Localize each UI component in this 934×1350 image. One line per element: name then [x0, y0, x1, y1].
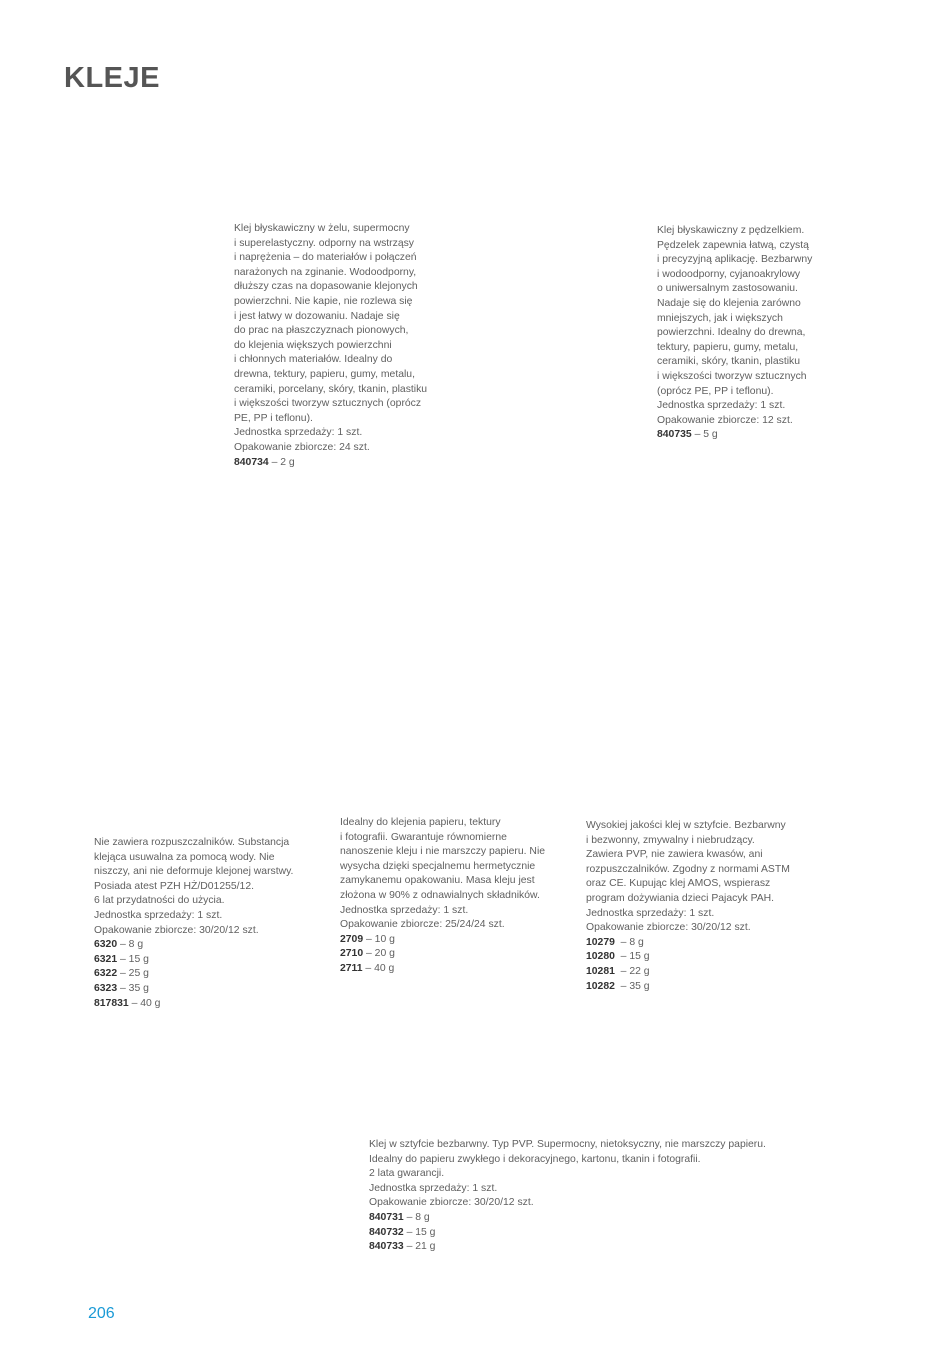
description-line: oraz CE. Kupując klej AMOS, wspierasz: [586, 878, 771, 890]
description-line: drewna, tektury, papieru, gumy, metalu,: [234, 368, 415, 380]
description-line: (oprócz PE, PP i teflonu).: [657, 385, 774, 397]
description-line: i większości tworzyw sztucznych: [657, 370, 807, 382]
product-code-row: [94, 953, 293, 968]
description-line: Nadaje się do klejenia zarówno: [657, 297, 801, 309]
description-line: Idealny do klejenia papieru, tektury: [340, 817, 501, 828]
product-code-row: [586, 965, 790, 980]
description-line: i chłonnych materiałów. Idealny do: [234, 354, 393, 366]
description-line: Opakowanie zbiorcze: 24 szt.: [234, 441, 370, 453]
description-line: złożona w 90% z odnawialnych składników.: [340, 889, 540, 901]
product-code-row: [657, 428, 812, 443]
description-line: 6 lat przydatności do użycia.: [94, 895, 225, 907]
product-code: 10279: [586, 936, 615, 948]
product-code: 10280: [586, 951, 615, 963]
product-size: – 8 g: [117, 939, 144, 951]
description-line: 2 lata gwarancji.: [369, 1168, 445, 1180]
product-size: – 35 g: [117, 982, 149, 994]
description-line: mniejszych, jak i większych: [657, 312, 783, 324]
product-code: 840733: [369, 1241, 404, 1253]
description-line: Wysokiej jakości klej w sztyfcie. Bezbarwny: [586, 820, 786, 831]
product-code-row: [340, 947, 545, 962]
product-code: 10281: [586, 965, 615, 977]
product-description-block: [340, 816, 545, 977]
product-code: 2709: [340, 933, 364, 945]
description-line: narażonych na zginanie. Wodoodporny,: [234, 266, 417, 278]
product-size: – 20 g: [363, 948, 395, 960]
description-line: i wodoodporny, cyjanoakrylowy: [657, 268, 801, 280]
product-size: – 2 g: [268, 456, 295, 468]
product-size: – 35 g: [614, 980, 650, 992]
product-code: 840734: [234, 456, 269, 468]
product-size: – 8 g: [614, 936, 644, 948]
product-code: 840735: [657, 429, 692, 441]
description-line: i bezwonny, zmywalny i niebrudzący.: [586, 834, 755, 846]
product-code: 817831: [94, 997, 129, 1009]
product-size: – 22 g: [614, 965, 650, 977]
product-description-block: [657, 224, 812, 443]
product-code: 6322: [94, 968, 118, 980]
product-code-row: [340, 962, 545, 977]
product-code-row: [94, 997, 293, 1012]
description-line: do klejenia większych powierzchni: [234, 339, 392, 351]
page-number: 206: [88, 1305, 115, 1322]
description-line: ceramiki, skóry, tkanin, plastiku: [657, 356, 801, 368]
page-title: KLEJE: [64, 62, 160, 94]
product-code: 2711: [340, 962, 363, 974]
product-description-block: [369, 1138, 766, 1255]
description-line: program dożywiania dzieci Pajacyk PAH.: [586, 892, 775, 904]
description-line: Posiada atest PZH HŻ/D01255/12.: [94, 880, 254, 892]
description-line: Klej błyskawiczny w żelu, supermocny: [234, 223, 410, 234]
description-line: i precyzyjną aplikację. Bezbarwny: [657, 254, 813, 266]
product-description-block: [234, 222, 427, 470]
product-size: – 15 g: [614, 951, 650, 963]
description-line: Opakowanie zbiorcze: 30/20/12 szt.: [369, 1197, 534, 1209]
product-size: – 21 g: [403, 1241, 436, 1253]
description-line: i jest łatwy w dozowaniu. Nadaje się: [234, 310, 400, 322]
description-line: powierzchni. Nie kapie, nie rozlewa się: [234, 295, 413, 307]
product-size: – 5 g: [691, 429, 718, 441]
product-code: 2710: [340, 948, 364, 960]
product-code-row: [234, 456, 427, 471]
description-line: Idealny do papieru zwykłego i dekoracyjnego, kartonu, tkanin i fotografii.: [369, 1153, 701, 1165]
product-code: 6320: [94, 939, 118, 951]
description-line: do prac na płaszczyznach pionowych,: [234, 325, 409, 337]
product-code-row: [369, 1211, 766, 1226]
description-line: Jednostka sprzedaży: 1 szt.: [340, 904, 469, 916]
product-size: – 8 g: [403, 1211, 430, 1223]
product-code-row: [94, 938, 293, 953]
description-line: Zawiera PVP, nie zawiera kwasów, ani: [586, 849, 763, 861]
product-code-row: [94, 967, 293, 982]
product-code-row: [340, 933, 545, 948]
product-code: 6321: [94, 953, 118, 965]
description-line: ceramiki, porcelany, skóry, tkanin, plastiku: [234, 383, 428, 395]
description-line: o uniwersalnym zastosowaniu.: [657, 283, 798, 295]
description-line: i naprężenia – do materiałów i połączeń: [234, 252, 417, 264]
description-line: tektury, papieru, gumy, metalu,: [657, 341, 799, 353]
description-line: wysycha dzięki specjalnemu hermetycznie: [340, 860, 536, 872]
product-code-row: [369, 1226, 766, 1241]
description-line: i fotografii. Gwarantuje równomierne: [340, 831, 507, 843]
description-line: Jednostka sprzedaży: 1 szt.: [586, 907, 715, 919]
description-line: PE, PP i teflonu).: [234, 412, 313, 424]
product-code-row: [586, 980, 790, 995]
description-line: Jednostka sprzedaży: 1 szt.: [94, 909, 223, 921]
product-code-row: [94, 982, 293, 997]
product-code: 840731: [369, 1211, 404, 1223]
description-line: Pędzelek zapewnia łatwą, czystą: [657, 239, 809, 251]
description-line: zamykanemu opakowaniu. Masa kleju jest: [340, 875, 535, 887]
description-line: Opakowanie zbiorcze: 30/20/12 szt.: [94, 924, 259, 936]
product-size: – 40 g: [128, 997, 161, 1009]
description-line: i superelastyczny. odporny na wstrząsy: [234, 237, 414, 249]
product-size: – 40 g: [362, 962, 395, 974]
description-line: Opakowanie zbiorcze: 25/24/24 szt.: [340, 919, 505, 931]
product-code-row: [369, 1240, 766, 1255]
product-code-row: [586, 950, 790, 965]
description-line: dłuższy czas na dopasowanie klejonych: [234, 281, 418, 293]
product-description-block: [94, 836, 293, 1011]
product-code: 6323: [94, 982, 118, 994]
product-size: – 10 g: [363, 933, 395, 945]
description-line: Jednostka sprzedaży: 1 szt.: [657, 400, 786, 412]
product-code: 840732: [369, 1226, 404, 1238]
description-line: Jednostka sprzedaży: 1 szt.: [369, 1182, 498, 1194]
description-line: Nie zawiera rozpuszczalników. Substancja: [94, 837, 290, 848]
description-line: nanoszenie kleju i nie marszczy papieru. Nie: [340, 846, 546, 858]
description-line: i większości tworzyw sztucznych (oprócz: [234, 398, 422, 410]
product-size: – 15 g: [403, 1226, 436, 1238]
description-line: Opakowanie zbiorcze: 30/20/12 szt.: [586, 922, 751, 934]
description-line: rozpuszczalników. Zgodny z normami ASTM: [586, 863, 790, 875]
product-size: – 25 g: [117, 968, 149, 980]
product-size: – 15 g: [117, 953, 149, 965]
description-line: Klej w sztyfcie bezbarwny. Typ PVP. Supermocny, nietoksyczny, nie marszczy papieru.: [369, 1139, 766, 1150]
description-line: Opakowanie zbiorcze: 12 szt.: [657, 414, 793, 426]
description-line: niszczy, ani nie deformuje klejonej warstwy.: [94, 866, 294, 878]
product-code: 10282: [586, 980, 615, 992]
product-description-block: [586, 819, 790, 994]
description-line: klejąca usuwalna za pomocą wody. Nie: [94, 851, 275, 863]
description-line: powierzchni. Idealny do drewna,: [657, 327, 806, 339]
product-code-row: [586, 936, 790, 951]
description-line: Klej błyskawiczny z pędzelkiem.: [657, 225, 805, 236]
description-line: Jednostka sprzedaży: 1 szt.: [234, 427, 363, 439]
